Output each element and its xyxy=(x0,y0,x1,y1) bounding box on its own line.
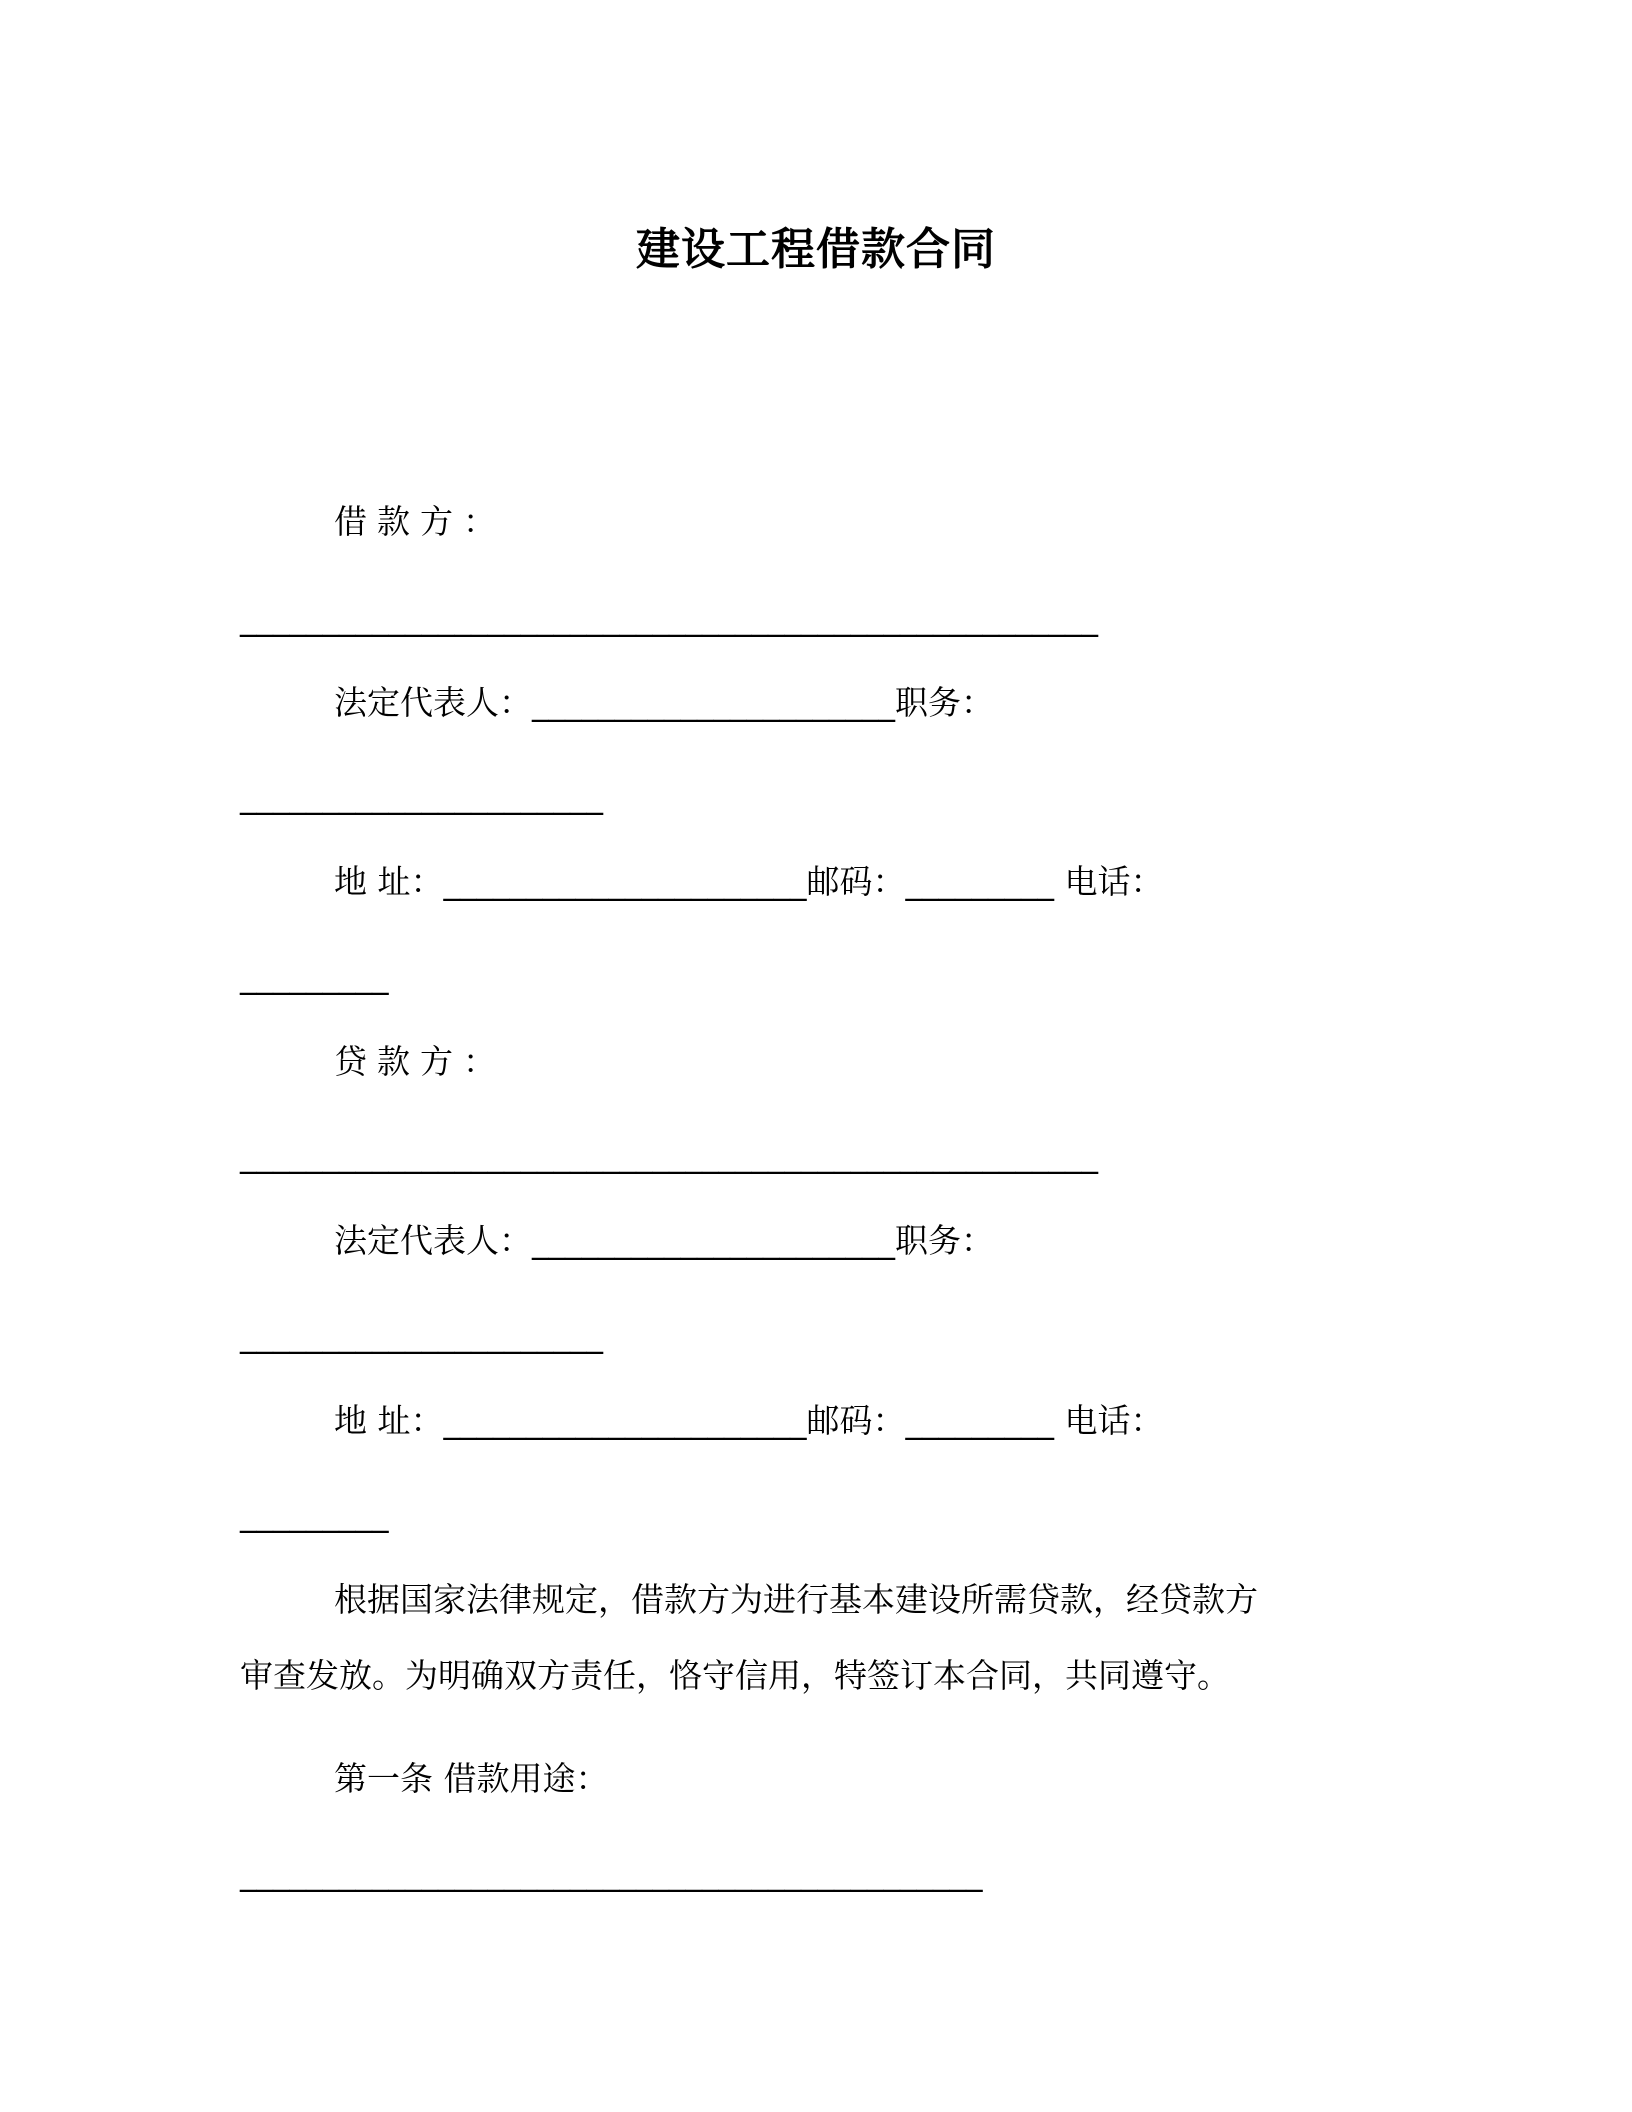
borrower-address-line: 地 址：______________________邮码：_________ 电话： xyxy=(334,862,1164,901)
article-one-heading: 第一条 借款用途： xyxy=(334,1759,609,1798)
lender-representative-line: 法定代表人：______________________职务： xyxy=(334,1221,994,1260)
preamble-line-2: 审查发放。为明确双方责任，恪守信用，特签订本合同，共同遵守。 xyxy=(240,1656,1230,1695)
borrower-phone-blank: _________ xyxy=(240,956,389,995)
borrower-name-blank: ____________________________________________________ xyxy=(240,598,1098,637)
lender-label: 贷款方： xyxy=(334,1042,506,1081)
lender-phone-blank: _________ xyxy=(240,1494,389,1533)
loan-purpose-blank: _____________________________________________ xyxy=(240,1853,983,1892)
borrower-representative-line: 法定代表人：______________________职务： xyxy=(334,683,994,722)
lender-name-blank: ____________________________________________________ xyxy=(240,1135,1098,1174)
lender-position-blank: ______________________ xyxy=(240,1315,603,1354)
borrower-label: 借款方： xyxy=(334,502,506,541)
lender-address-line: 地 址：______________________邮码：_________ 电话： xyxy=(334,1401,1164,1440)
preamble-line-1: 根据国家法律规定，借款方为进行基本建设所需贷款，经贷款方 xyxy=(334,1580,1258,1619)
document-title: 建设工程借款合同 xyxy=(636,224,996,275)
borrower-position-blank: ______________________ xyxy=(240,776,603,815)
